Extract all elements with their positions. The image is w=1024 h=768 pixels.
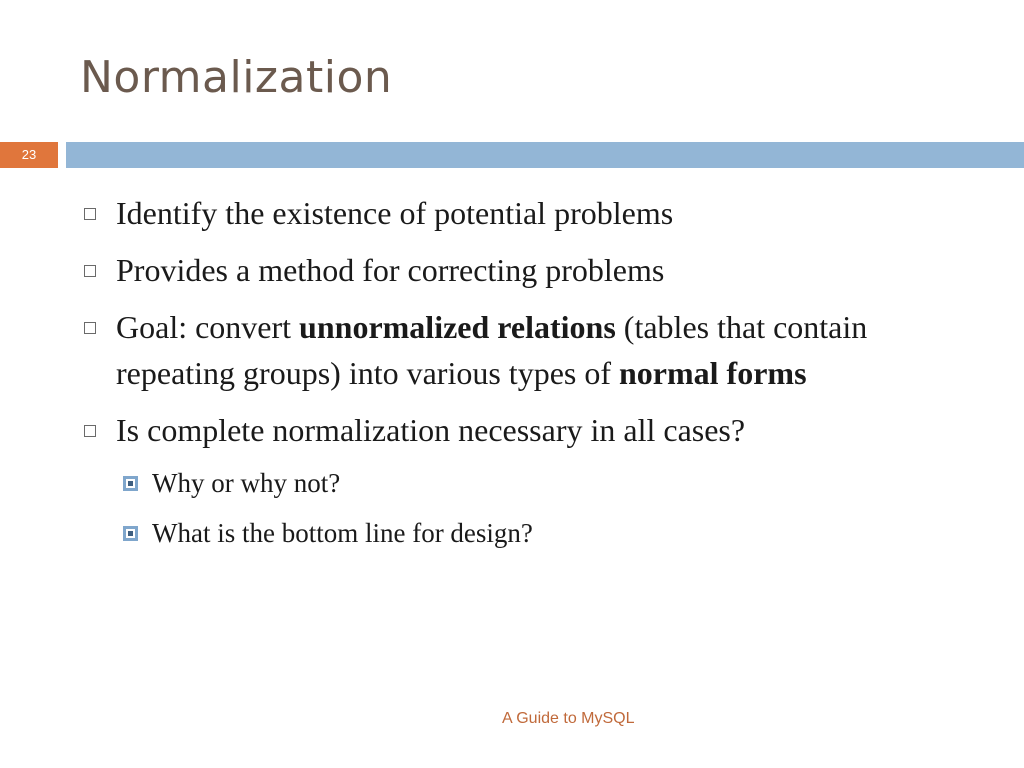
hollow-square-bullet-icon bbox=[80, 247, 116, 293]
bullet-item bbox=[80, 247, 960, 293]
divider-bar bbox=[66, 142, 1024, 168]
slide-title: Normalization bbox=[80, 52, 393, 103]
sub-bullet-text: What is the bottom line for design? bbox=[152, 518, 533, 548]
slide-number: 23 bbox=[0, 142, 58, 168]
bullet-item bbox=[80, 407, 960, 453]
bold-term: normal forms bbox=[619, 355, 807, 391]
bullet-text: Identify the existence of potential problems bbox=[116, 195, 674, 231]
bullet-text: Provides a method for correcting problems bbox=[116, 252, 665, 288]
bullet-text-part: Goal: convert bbox=[116, 309, 300, 345]
slide-footer: A Guide to MySQL bbox=[502, 710, 635, 727]
sub-bullet-item bbox=[120, 514, 960, 552]
hollow-square-bullet-icon bbox=[80, 190, 116, 236]
hollow-square-bullet-icon bbox=[80, 304, 116, 350]
slide-content bbox=[80, 190, 960, 564]
sub-bullet-item bbox=[120, 464, 960, 502]
bullet-text-part: (tables that contain repeating groups) into various types of bbox=[116, 309, 868, 391]
bullet-text bbox=[116, 304, 960, 396]
bullet-text: Is complete normalization necessary in all cases? bbox=[116, 412, 746, 448]
bold-term: unnormalized relations bbox=[299, 309, 616, 345]
bullet-item bbox=[80, 304, 960, 396]
hollow-square-bullet-icon bbox=[80, 407, 116, 453]
filled-square-bullet-icon bbox=[120, 514, 152, 552]
filled-square-bullet-icon bbox=[120, 464, 152, 502]
title-divider bbox=[0, 142, 1024, 168]
bullet-item bbox=[80, 190, 960, 236]
sub-bullet-text: Why or why not? bbox=[152, 468, 341, 498]
